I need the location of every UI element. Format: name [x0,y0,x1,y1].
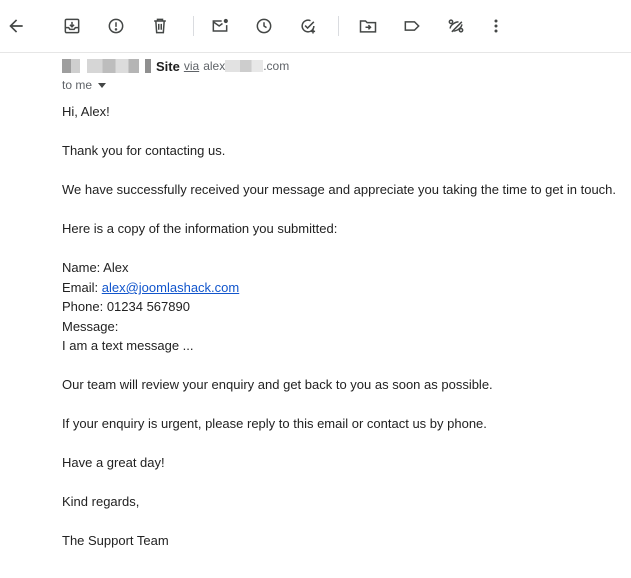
delete-button[interactable] [144,9,176,43]
redacted-sender-block [145,59,151,73]
email-link[interactable]: alex@joomlashack.com [101,280,240,295]
received-line: We have successfully received your message and appreciate you taking the time to get in touch. [62,182,617,197]
label-icon [402,16,422,36]
redacted-sender-block [62,59,80,73]
signature-line: The Support Team [62,533,169,548]
recipient-dropdown[interactable] [62,78,106,92]
trash-icon [150,16,170,36]
sender-row [62,57,289,75]
arrow-left-icon [6,16,26,36]
label-button[interactable] [396,9,428,43]
filter-button[interactable] [440,9,472,43]
folder-move-icon [358,16,378,36]
mail-unread-icon [210,16,230,36]
clock-icon [254,16,274,36]
task-add-icon [298,16,318,36]
report-icon [106,16,126,36]
sender-email-end: .com [263,59,290,73]
regards-line: Kind regards, [62,494,140,509]
sender-name: Site [156,58,180,74]
caret-down-icon [98,83,106,88]
great-day-line: Have a great day! [62,455,165,470]
move-to-button[interactable] [352,9,384,43]
more-vert-icon [486,16,506,36]
snooze-button[interactable] [248,9,280,43]
more-options-button[interactable] [480,9,512,43]
filter-icon [446,16,466,36]
report-spam-button[interactable] [100,9,132,43]
redacted-sender-block [87,59,139,73]
archive-icon [62,16,82,36]
copy-intro-line: Here is a copy of the information you submitted: [62,221,338,236]
back-button[interactable] [0,9,32,43]
add-task-button[interactable] [292,9,324,43]
email-line [62,280,239,295]
name-line: Name: Alex [62,260,129,275]
mark-unread-button[interactable] [204,9,236,43]
to-label: to me [62,78,93,92]
toolbar-separator [193,16,194,36]
sender-email-start: alex [203,59,226,73]
via-link[interactable]: via [183,59,200,73]
urgent-line: If your enquiry is urgent, please reply to this email or contact us by phone. [62,416,487,431]
archive-button[interactable] [56,9,88,43]
message-value: I am a text message ... [62,338,194,353]
toolbar [0,0,631,53]
message-label: Message: [62,319,119,334]
redacted-email-block [225,60,263,72]
phone-line: Phone: 01234 567890 [62,299,190,314]
thanks-line: Thank you for contacting us. [62,143,226,158]
toolbar-separator [338,16,339,36]
review-line: Our team will review your enquiry and get back to you as soon as possible. [62,377,493,392]
greeting: Hi, Alex! [62,104,110,119]
email-label: Email: [62,280,99,295]
